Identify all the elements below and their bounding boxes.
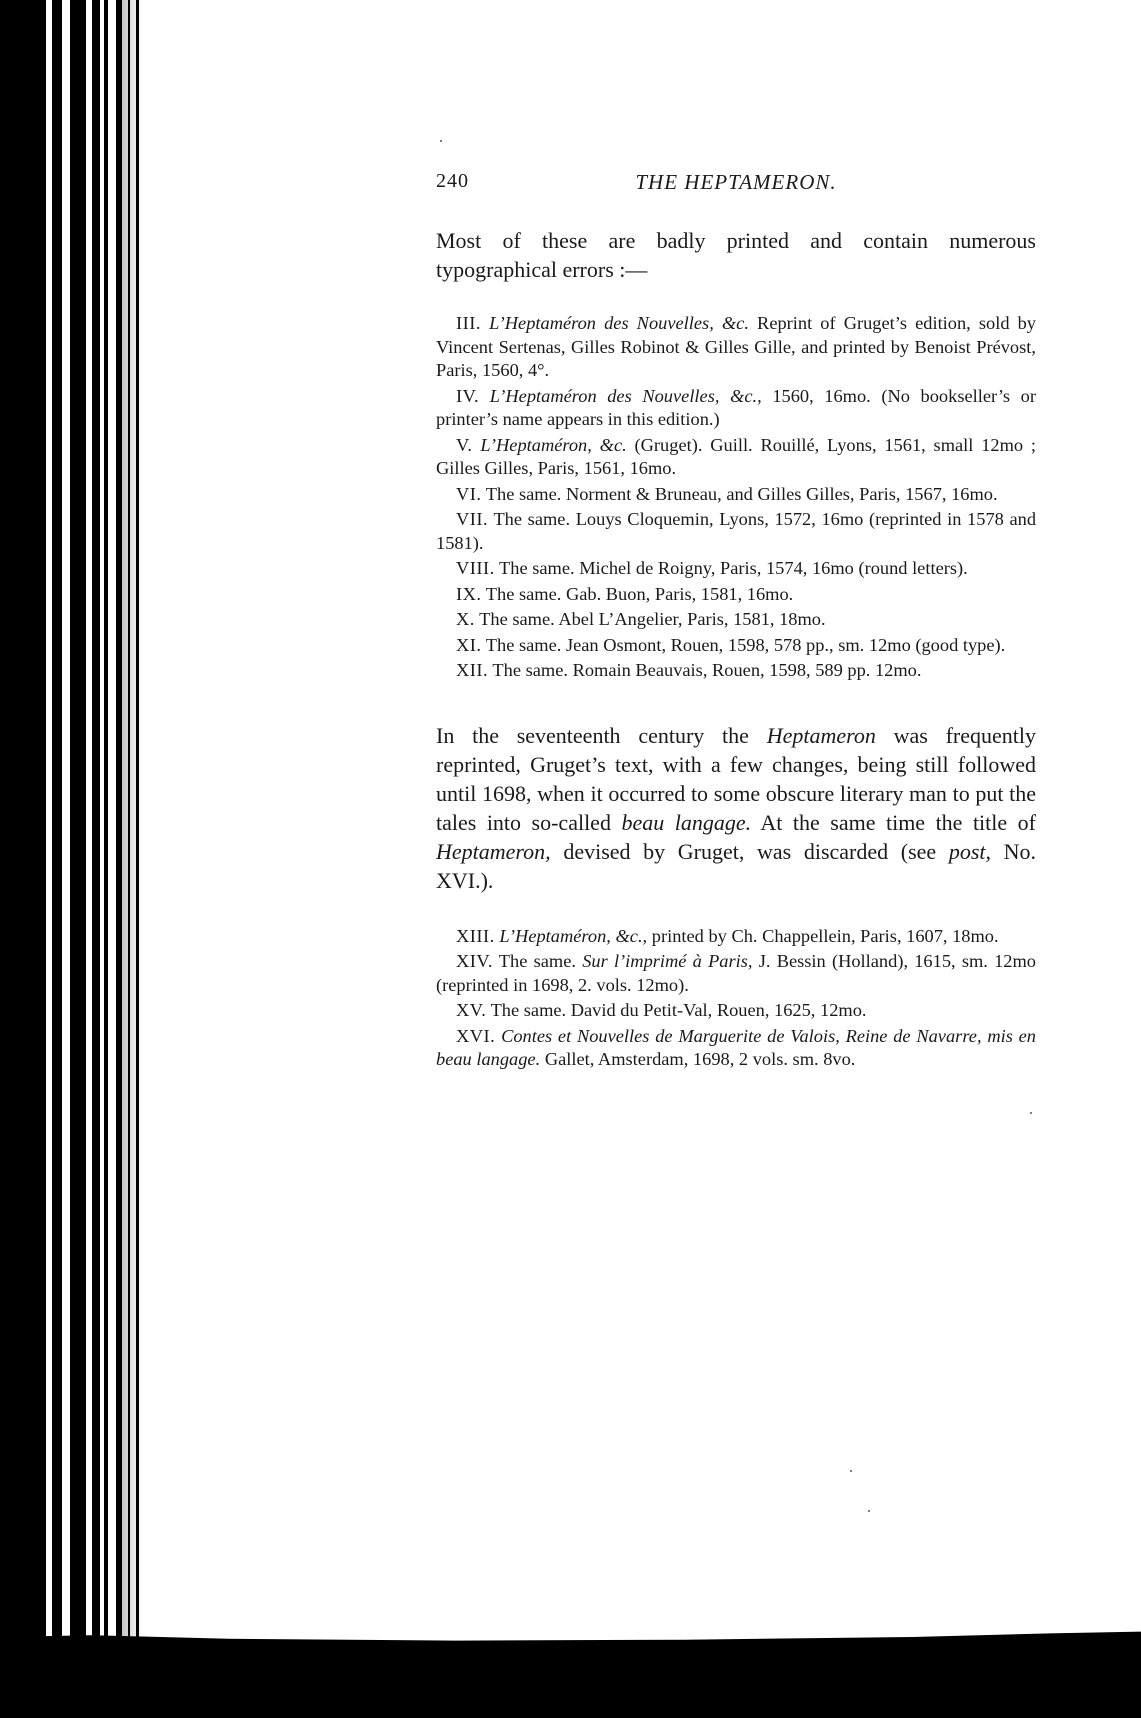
scan-speck (850, 1470, 852, 1472)
seventeenth-century-paragraph: In the seventeenth century the Heptameron was frequently reprinted, Gruget’s text, with a few changes, being still followed until 1698, when it occurred to some obscure literary man to put the tales into so-called beau langage. At the same time the title of Heptameron, devised by Gruget, was discarded (see post, No. XVI.). (436, 722, 1037, 893)
scan-speck (1030, 1112, 1032, 1114)
edition-entry: VI. The same. Norment & Bruneau, and Gilles Gilles, Paris, 1567, 16mo. (456, 483, 998, 504)
scan-bottom-edge (0, 1628, 1141, 1718)
binding-shadow (120, 0, 142, 1718)
edition-entry: IX. The same. Gab. Buon, Paris, 1581, 16mo. (456, 583, 794, 604)
edition-entry: VIII. The same. Michel de Roigny, Paris, 1574, 16mo (round letters). (456, 558, 968, 578)
edition-entry: VII. The same. Louys Cloquemin, Lyons, 1572, 16mo (reprinted in 1578 and 1581). (436, 509, 1037, 553)
edition-list-1 (436, 312, 1036, 683)
edition-entry: V. L’Heptaméron, &c. (Gruget). Guill. Rouillé, Lyons, 1561, small 12mo ; Gilles Gilles, Paris, 1561, 16mo. (436, 434, 1036, 478)
edition-entry: X. The same. Abel L’Angelier, Paris, 1581, 18mo. (456, 609, 826, 629)
scan-speck (440, 140, 442, 142)
book-page (436, 170, 1036, 1074)
edition-entry: IV. L’Heptaméron des Nouvelles, &c., 1560, 16mo. (No bookseller’s or printer’s name appears in this edition.) (436, 385, 1036, 429)
edition-entry: XV. The same. David du Petit-Val, Rouen, 1625, 12mo. (456, 1000, 867, 1020)
intro-paragraph: Most of these are badly printed and contain numerous typographical errors :— (436, 228, 1036, 282)
edition-list-2 (436, 925, 1036, 1072)
edition-entry: III. L’Heptaméron des Nouvelles, &c. Reprint of Gruget’s edition, sold by Vincent Sertenas, Gilles Robinot & Gilles Gille, and printed by Benoist Prévost, Paris, 1560, 4°. (436, 313, 1036, 380)
scan-speck (868, 1510, 870, 1512)
page-number: 240 (436, 170, 469, 192)
edition-entry: XIV. The same. Sur l’imprimé à Paris, J. Bessin (Holland), 1615, sm. 12mo (reprinted in 1698, 2. vols. 12mo). (436, 951, 1036, 995)
edition-entry: XVI. Contes et Nouvelles de Marguerite de Valois, Reine de Navarre, mis en beau langage. Gallet, Amsterdam, 1698, 2 vols. sm. 8vo. (436, 1025, 1036, 1069)
edition-entry: XII. The same. Romain Beauvais, Rouen, 1598, 589 pp. 12mo. (456, 660, 922, 680)
edition-entry: XIII. L’Heptaméron, &c., printed by Ch. Chappellein, Paris, 1607, 18mo. (456, 925, 999, 946)
running-title: THE HEPTAMERON. (635, 170, 837, 194)
edition-entry: XI. The same. Jean Osmont, Rouen, 1598, 578 pp., sm. 12mo (good type). (456, 634, 1006, 655)
running-head (436, 170, 1036, 210)
